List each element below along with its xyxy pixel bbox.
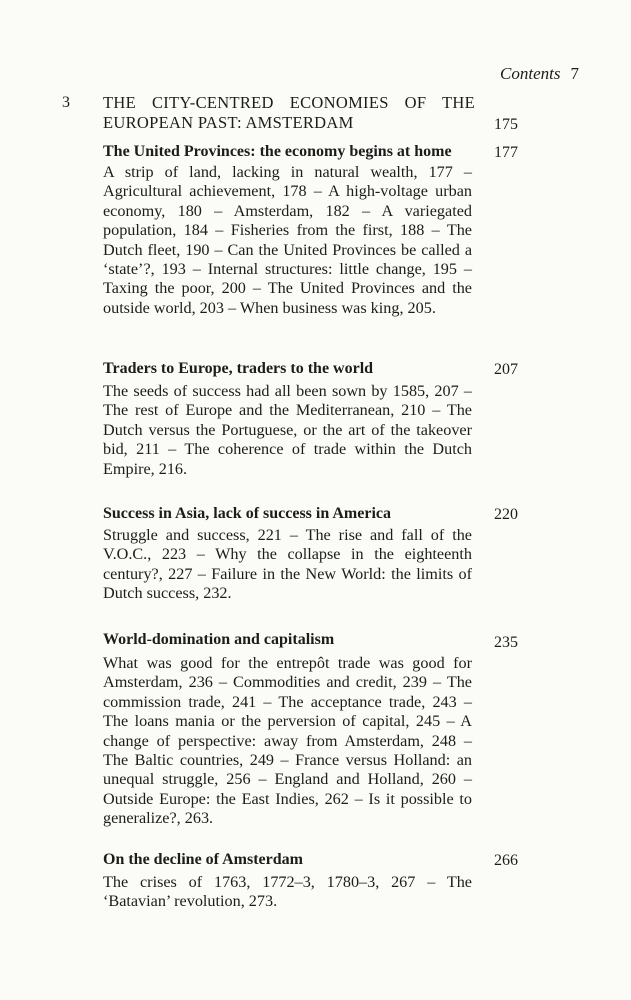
section-page-number: 177 <box>494 144 518 161</box>
section-heading: World-domination and capitalism <box>103 631 335 648</box>
section-summary: The seeds of success had all been sown by 1585, 207 – The rest of Europe and the Mediterranean, 210 – The Dutch versus the Portuguese, or the art of the takeover bid, 211 – The coherence of trade within the Dutch Empire, 216. <box>103 382 472 478</box>
section-page-number: 235 <box>494 634 518 651</box>
section-summary: Struggle and success, 221 – The rise and fall of the V.O.C., 223 – Why the collapse in the eighteenth century?, 227 – Failure in the New World: the limits of Dutch success, 232. <box>103 526 472 603</box>
section-heading: On the decline of Amsterdam <box>103 851 303 868</box>
section-summary: The crises of 1763, 1772–3, 1780–3, 267 – The ‘Batavian’ revolution, 273. <box>103 873 472 911</box>
section-summary: What was good for the entrepôt trade was good for Amsterdam, 236 – Commodities and credit, 239 – The commission trade, 241 – The acceptance trade, 243 – The loans mania or the perversion of capital, 245 – A change of perspective: away from Amsterdam, 248 – The Baltic countries, 249 – France versus Holland: an unequal struggle, 256 – England and Holland, 260 – Outside Europe: the East Indies, 262 – Is it possible to generalize?, 263. <box>103 654 472 828</box>
section-page-number: 207 <box>494 361 518 378</box>
section-page-number: 266 <box>494 852 518 869</box>
section-summary: A strip of land, lacking in natural wealth, 177 – Agricultural achievement, 178 – A high-voltage urban economy, 180 – Amsterdam, 182 – A variegated population, 184 – Fisheries from the first, 188 – The Dutch fleet, 190 – Can the United Provinces be called a ‘state’?, 193 – Internal structures: little change, 195 – Taxing the poor, 200 – The United Provinces and the outside world, 203 – When business was king, 205. <box>103 163 472 317</box>
section-heading: Success in Asia, lack of success in America <box>103 505 391 522</box>
running-head-page-number: 7 <box>570 64 579 83</box>
chapter-page-number: 175 <box>494 116 518 133</box>
running-head <box>500 64 579 84</box>
section-heading: The United Provinces: the economy begins at home <box>103 143 452 160</box>
running-head-title: Contents <box>500 64 561 83</box>
section-page-number: 220 <box>494 506 518 523</box>
section-heading: Traders to Europe, traders to the world <box>103 360 374 377</box>
chapter-title: THE CITY-CENTRED ECONOMIES OF THE EUROPEAN PAST: AMSTERDAM <box>103 93 475 132</box>
chapter-number: 3 <box>62 94 70 111</box>
